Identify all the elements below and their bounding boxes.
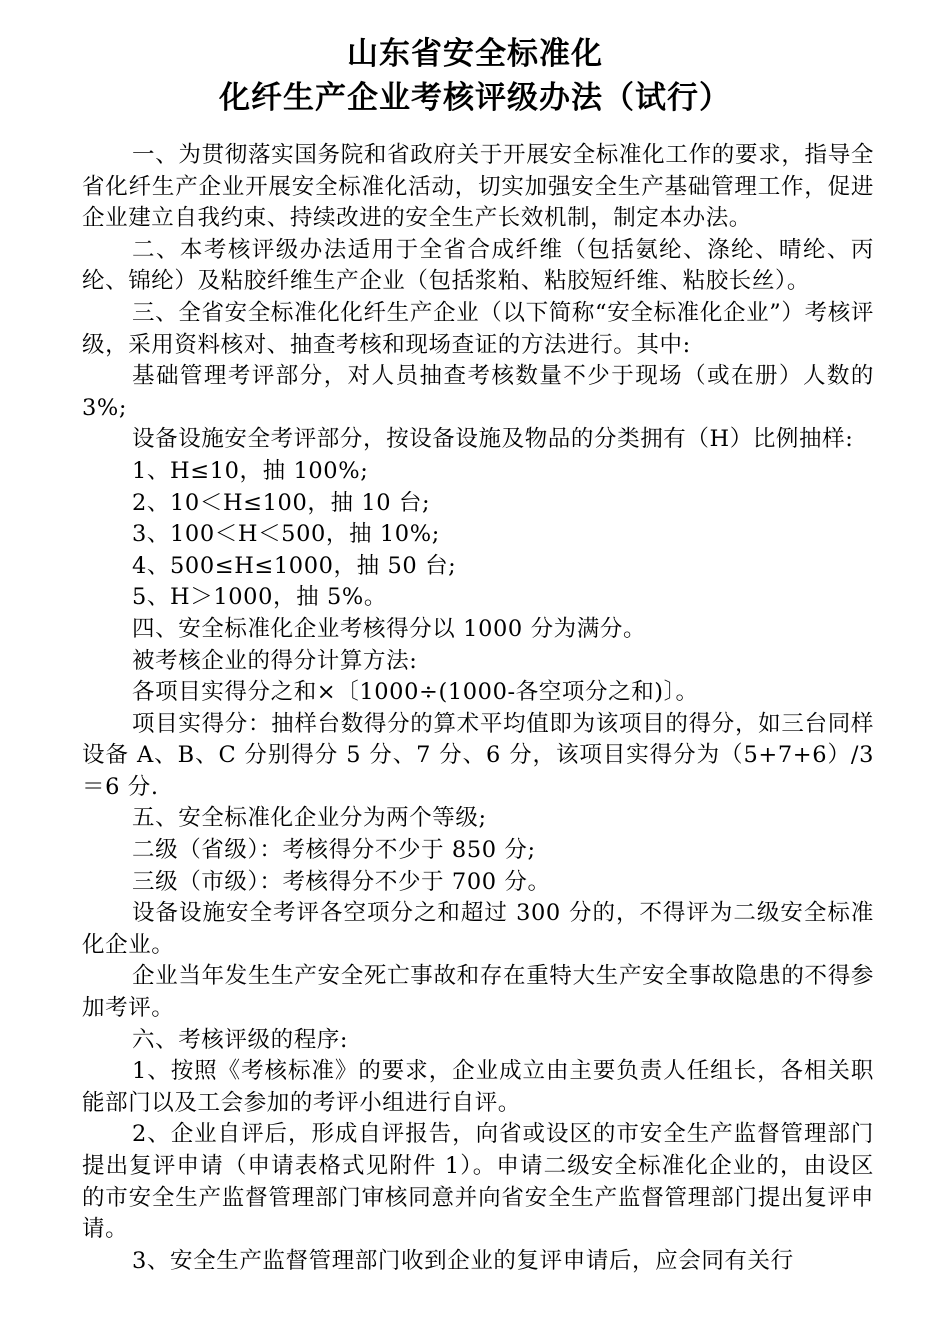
- paragraph: 一、为贯彻落实国务院和省政府关于开展安全标准化工作的要求，指导全省化纤生产企业开展安全标准化活动，切实加强安全生产基础管理工作，促进企业建立自我约束、持续改进的安全生产长效机制，制定本办法。: [82, 142, 874, 232]
- list-item: 5、H＞1000，抽 5%。: [132, 584, 387, 611]
- paragraph: 基础管理考评部分，对人员抽查考核数量不少于现场（或在册）人数的 3%;: [82, 363, 874, 421]
- document-title: 山东省安全标准化: [347, 36, 603, 72]
- paragraph: 项目实得分：抽样台数得分的算术平均值即为该项目的得分，如三台同样设备 A、B、C 分别得分 5 分、7 分、6 分，该项目实得分为（5+7+6）/3＝6 分.: [82, 710, 874, 800]
- paragraph: 设备设施安全考评部分，按设备设施及物品的分类拥有（H）比例抽样:: [132, 426, 854, 453]
- list-item: 2、10＜H≤100，抽 10 台;: [132, 489, 431, 516]
- document-subtitle: 化纤生产企业考核评级办法（试行）: [219, 80, 731, 116]
- paragraph: 五、安全标准化企业分为两个等级;: [132, 805, 487, 832]
- formula: 各项目实得分之和×〔1000÷(1000-各空项分之和)〕。: [132, 679, 699, 706]
- list-item: 4、500≤H≤1000，抽 50 台;: [132, 552, 457, 579]
- paragraph: 六、考核评级的程序:: [132, 1026, 349, 1053]
- paragraph: 企业当年发生生产安全死亡事故和存在重特大生产安全事故隐患的不得参加考评。: [82, 963, 874, 1022]
- list-item: 三级（市级）：考核得分不少于 700 分。: [132, 868, 551, 895]
- paragraph: 三、全省安全标准化化纤生产企业（以下简称“安全标准化企业”）考核评级，采用资料核对、抽查考核和现场查证的方法进行。其中:: [82, 299, 874, 358]
- list-item: 3、100＜H＜500，抽 10%;: [132, 521, 440, 548]
- list-item: 1、H≤10，抽 100%;: [132, 457, 369, 484]
- paragraph: 设备设施安全考评各空项分之和超过 300 分的，不得评为二级安全标准化企业。: [82, 900, 874, 958]
- document-body: [82, 140, 874, 1277]
- list-item: 二级（省级）：考核得分不少于 850 分;: [132, 837, 536, 864]
- paragraph: 四、安全标准化企业考核得分以 1000 分为满分。: [132, 615, 647, 642]
- paragraph: 二、本考核评级办法适用于全省合成纤维（包括氨纶、涤纶、晴纶、丙纶、锦纶）及粘胶纤维生产企业（包括浆粕、粘胶短纤维、粘胶长丝）。: [82, 236, 874, 295]
- list-item: 2、企业自评后，形成自评报告，向省或设区的市安全生产监督管理部门提出复评申请（申请表格式见附件 1）。申请二级安全标准化企业的，由设区的市安全生产监督管理部门审核同意并向省安全生产监督管理部门提出复评申请。: [82, 1121, 874, 1243]
- paragraph: 被考核企业的得分计算方法:: [132, 647, 418, 674]
- list-item: 1、按照《考核标准》的要求，企业成立由主要负责人任组长，各相关职能部门以及工会参加的考评小组进行自评。: [82, 1058, 874, 1116]
- list-item: 3、安全生产监督管理部门收到企业的复评申请后，应会同有关行: [132, 1247, 794, 1274]
